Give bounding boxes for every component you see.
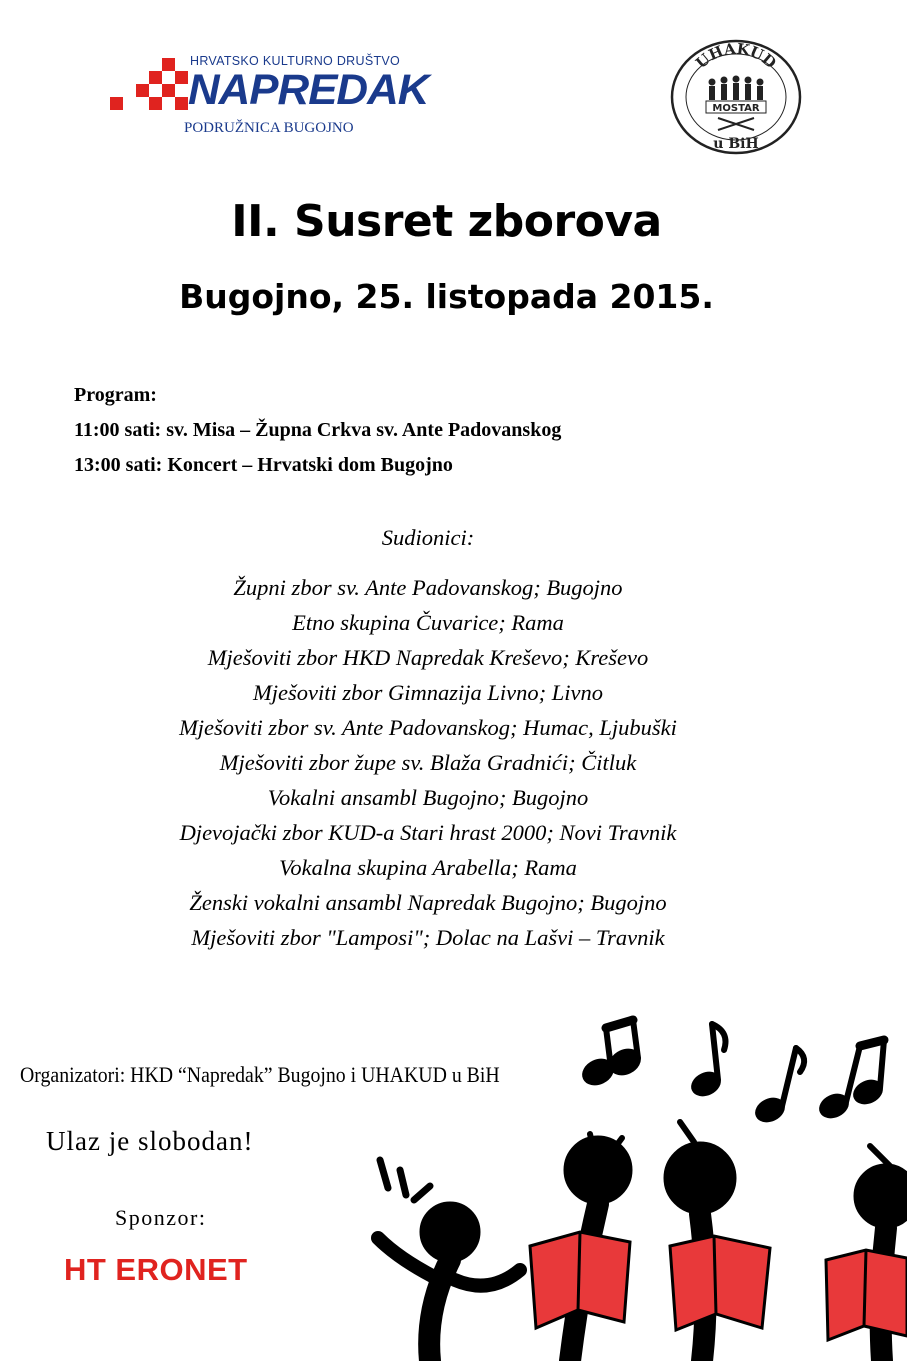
org-wordmark: NAPREDAK xyxy=(188,66,429,114)
program-heading: Program: xyxy=(74,384,157,406)
organizers-text: Organizatori: HKD “Napredak” Bugojno i UHAKUD u BiH xyxy=(20,1062,500,1087)
org-name: HRVATSKO KULTURNO DRUŠTVO xyxy=(190,54,401,68)
seal-bottom-text: u BiH xyxy=(713,136,759,152)
participant-item: Mješoviti zbor "Lamposi"; Dolac na Lašvi – Travnik xyxy=(191,925,665,950)
participant-item: Mješoviti zbor sv. Ante Padovanskog; Humac, Ljubuški xyxy=(179,715,677,740)
seal-middle-text: MOSTAR xyxy=(712,103,760,114)
participant-item: Etno skupina Čuvarice; Rama xyxy=(292,610,564,635)
participant-item: Djevojački zbor KUD-a Stari hrast 2000; Novi Travnik xyxy=(179,820,677,845)
sponsor-logo: HT ERONET xyxy=(64,1252,248,1287)
participant-item: Mješoviti zbor HKD Napredak Kreševo; Kreševo xyxy=(207,645,649,670)
participant-item: Župni zbor sv. Ante Padovanskog; Bugojno xyxy=(233,575,623,600)
participant-item: Mješoviti zbor župe sv. Blaža Gradnići; Čitluk xyxy=(219,750,637,775)
event-date-location: Bugojno, 25. listopada 2015. xyxy=(179,277,714,316)
participant-item: Ženski vokalni ansambl Napredak Bugojno; Bugojno xyxy=(189,890,667,915)
singer-figure xyxy=(378,1202,520,1361)
program-section xyxy=(74,378,561,483)
napredak-logo xyxy=(110,52,440,142)
music-note-icon xyxy=(688,1024,726,1100)
music-note-icon xyxy=(578,1020,644,1090)
participant-item: Mješoviti zbor Gimnazija Livno; Livno xyxy=(253,680,603,705)
checkerboard-icon xyxy=(110,58,188,110)
music-note-icon xyxy=(816,1040,886,1122)
sponsor-label: Sponzor: xyxy=(115,1205,207,1230)
program-item: 11:00 sati: sv. Misa – Župna Crkva sv. Ante Padovanskog xyxy=(74,419,562,441)
svg-text:UHAKUD xyxy=(692,40,779,72)
event-title: II. Susret zborova xyxy=(231,196,662,247)
free-entry-text: Ulaz je slobodan! xyxy=(46,1126,254,1156)
seal-top-text: UHAKUD xyxy=(692,39,780,73)
songbook-icon xyxy=(530,1232,907,1340)
participant-item: Vokalna skupina Arabella; Rama xyxy=(279,855,577,880)
branch-name: PODRUŽNICA BUGOJNO xyxy=(184,120,354,136)
uhakud-seal xyxy=(668,38,804,156)
participant-item: Vokalni ansambl Bugojno; Bugojno xyxy=(267,785,589,810)
music-note-icon xyxy=(752,1048,804,1126)
participants-section xyxy=(0,520,856,955)
program-item: 13:00 sati: Koncert – Hrvatski dom Bugojno xyxy=(74,454,453,476)
participants-heading: Sudionici: xyxy=(381,525,475,550)
